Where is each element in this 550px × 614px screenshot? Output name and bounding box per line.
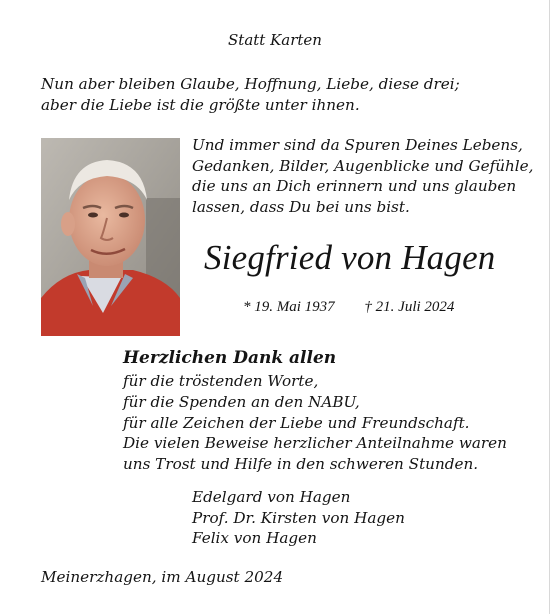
portrait-image bbox=[41, 138, 180, 336]
poem-line: Gedanken, Bilder, Augenblicke und Gefühle, bbox=[192, 156, 534, 175]
life-dates bbox=[243, 299, 454, 316]
quote-line: Nun aber bleiben Glaube, Hoffnung, Liebe, diese drei; bbox=[41, 75, 460, 93]
signer-name: Edelgard von Hagen bbox=[192, 488, 351, 506]
signer-name: Prof. Dr. Kirsten von Hagen bbox=[192, 508, 405, 527]
thanks-line: für die tröstenden Worte, bbox=[123, 372, 319, 390]
poem bbox=[192, 135, 533, 217]
poem-line: die uns an Dich erinnern und uns glauben bbox=[192, 177, 517, 195]
deceased-name: Siegfried von Hagen bbox=[204, 238, 496, 277]
place-and-date: Meinerzhagen, im August 2024 bbox=[41, 568, 284, 586]
header-text: Statt Karten bbox=[228, 31, 322, 49]
thanks-text bbox=[123, 371, 507, 475]
portrait-photo bbox=[41, 138, 180, 336]
birth-date: * 19. Mai 1937 bbox=[243, 299, 335, 315]
thanks-line: für die Spenden an den NABU, bbox=[123, 392, 360, 411]
thanks-line: für alle Zeichen der Liebe und Freundschaft. bbox=[123, 413, 470, 432]
bible-quote bbox=[41, 74, 460, 115]
poem-line: lassen, dass Du bei uns bist. bbox=[192, 197, 410, 216]
thanks-title: Herzlichen Dank allen bbox=[123, 348, 337, 368]
thanks-line: uns Trost und Hilfe in den schweren Stunden. bbox=[123, 455, 479, 474]
poem-line: Und immer sind da Spuren Deines Lebens, bbox=[192, 136, 523, 154]
signer-name: Felix von Hagen bbox=[192, 529, 317, 547]
death-date: † 21. Juli 2024 bbox=[364, 299, 455, 315]
signers bbox=[192, 487, 405, 549]
quote-line: aber die Liebe ist die größte unter ihnen. bbox=[41, 95, 360, 114]
thanks-line: Die vielen Beweise herzlicher Anteilnahme waren bbox=[123, 434, 507, 453]
